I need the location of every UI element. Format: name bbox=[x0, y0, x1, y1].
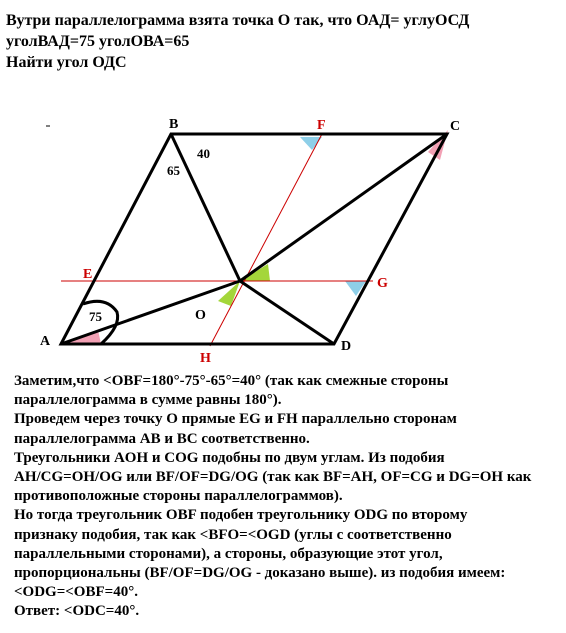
solution-line: пропорциональны (BF/OF=DG/OG - доказано выше). из подобия имеем: bbox=[14, 565, 506, 582]
solution-line: признаку подобия, так как <BFO=<OGD (углы с соответственно bbox=[14, 526, 452, 543]
angle-B-left-value: 65 bbox=[167, 163, 180, 178]
solution-line: Треугольники AOH и COG подобны по двум углам. Из подобия bbox=[14, 449, 445, 466]
solution-line: Но тогда треугольник OBF подобен треугольнику ODG по второму bbox=[14, 507, 468, 524]
label-A: A bbox=[40, 334, 51, 349]
label-H: H bbox=[200, 351, 211, 366]
angle-A-value: 75 bbox=[89, 309, 102, 324]
parallelogram-ABCD bbox=[61, 134, 447, 344]
solution-line: Заметим,что <OBF=180°-75°-65°=40° (так как смежные стороны bbox=[14, 373, 449, 389]
solution-line: Проведем через точку О прямые EG и FH параллельно сторонам bbox=[14, 411, 457, 428]
solution-line: Ответ: <ODC=40°. bbox=[14, 603, 140, 620]
label-O: O bbox=[195, 308, 206, 323]
label-F: F bbox=[317, 118, 326, 133]
segment-OD bbox=[240, 281, 334, 344]
solution-line: параллелограмма в сумме равны 180°). bbox=[14, 392, 282, 409]
line-FH bbox=[210, 134, 322, 346]
angle-B-right-value: 40 bbox=[197, 146, 210, 161]
label-C: C bbox=[450, 119, 461, 134]
label-G: G bbox=[377, 276, 388, 291]
solution-line: противоположные стороны параллелограммов). bbox=[14, 488, 343, 505]
problem-line-2: уголВАД=75 уголОВА=65 bbox=[6, 33, 190, 50]
problem-line-3: Найти угол ОДС bbox=[6, 54, 127, 71]
solution-line: <ODG=<OBF=40°. bbox=[14, 584, 138, 601]
solution-line: параллелограмма AB и BC соответственно. bbox=[14, 430, 310, 447]
solution-line: параллельными сторонами), а стороны, образующие этот угол, bbox=[14, 545, 443, 562]
label-E: E bbox=[83, 267, 93, 282]
segment-CO bbox=[240, 134, 447, 281]
label-D: D bbox=[341, 339, 352, 354]
problem-line-1: Вутри параллелограмма взята точка О так, что ОАД= углуОСД bbox=[6, 12, 470, 29]
angle-F-marker bbox=[300, 137, 322, 150]
solution-line: AH/CG=OH/OG или BF/OF=DG/OG (так как BF=AH, OF=CG и DG=OH как bbox=[14, 469, 532, 486]
solution-text bbox=[14, 372, 559, 622]
label-B: B bbox=[169, 117, 179, 132]
